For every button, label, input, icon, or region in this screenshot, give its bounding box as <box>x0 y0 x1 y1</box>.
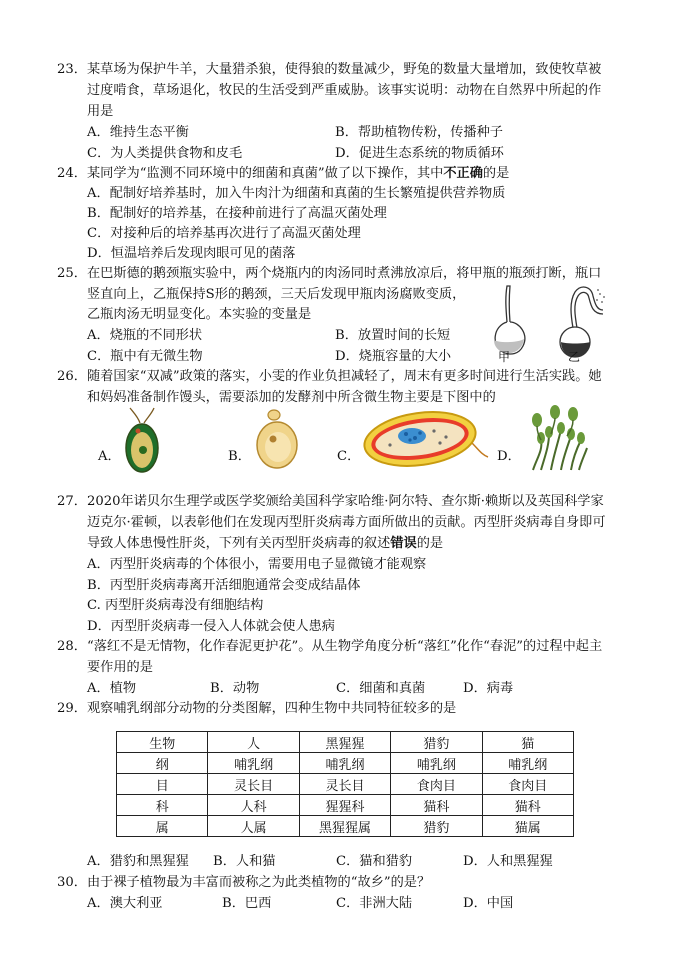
q25-option-c: C．瓶中有无微生物 <box>87 349 203 364</box>
q28-option-b: B．动物 <box>210 681 260 696</box>
q26-option-d: D． <box>497 449 521 464</box>
q23-option-c: C．为人类提供食物和皮毛 <box>87 146 243 161</box>
q28-option-d: D．病毒 <box>463 681 514 696</box>
q30-option-a: A．澳大利亚 <box>87 896 163 911</box>
q29-option-d: D．人和黑猩猩 <box>463 854 553 869</box>
mold-fungus-icon <box>527 400 589 472</box>
q24-option-a: A．配制好培养基时，加入牛肉汁为细菌和真菌的生长繁殖提供营养物质 <box>87 186 506 201</box>
q28-option-a: A．植物 <box>87 681 137 696</box>
q27-stem-post: 的是 <box>416 536 444 551</box>
q25-option-d: D．烧瓶容量的大小 <box>335 349 452 364</box>
table-cell: 属 <box>117 816 208 837</box>
table-cell: 哺乳纲 <box>299 753 390 774</box>
table-row <box>117 753 574 774</box>
table-cell: 猩猩科 <box>299 795 390 816</box>
q24-option-c: C．对接种后的培养基再次进行了高温灭菌处理 <box>87 226 361 241</box>
q27-option-d: D．丙型肝炎病毒一侵入人体就会使人患病 <box>87 619 335 634</box>
table-cell: 哺乳纲 <box>208 753 299 774</box>
q27-stem-pre: 导致人体患慢性肝炎，下列有关丙型肝炎病毒的叙述 <box>87 536 391 551</box>
table-cell: 纲 <box>117 753 208 774</box>
q23-stem-line1: 23．某草场为保护牛羊，大量猎杀狼，使得狼的数量减少，野兔的数量大量增加，致使牧草被 <box>57 62 602 77</box>
q25-option-b: B．放置时间的长短 <box>335 328 451 343</box>
table-row <box>117 816 574 837</box>
q27-option-a: A．丙型肝炎病毒的个体很小，需要用电子显微镜才能观察 <box>87 557 427 572</box>
table-cell: 猫 <box>482 732 573 753</box>
q28-option-c: C．细菌和真菌 <box>336 681 426 696</box>
table-cell: 猎豹 <box>391 732 482 753</box>
table-cell: 目 <box>117 774 208 795</box>
q28-stem-line2: 要作用的是 <box>87 660 153 675</box>
classification-table <box>116 731 574 837</box>
q24-stem-pre: 24．某同学为“监测不同环境中的细菌和真菌”做了以下操作，其中 <box>57 166 444 181</box>
q30-option-b: B．巴西 <box>222 896 272 911</box>
table-cell: 黑猩猩 <box>299 732 390 753</box>
q26-stem-line2: 和妈妈准备制作馒头，需要添加的发酵剂中所含微生物主要是下图中的 <box>87 390 496 405</box>
q23-option-b: B．帮助植物传粉，传播种子 <box>335 125 503 140</box>
table-cell: 哺乳纲 <box>391 753 482 774</box>
q26-option-b: B． <box>228 449 251 464</box>
table-cell: 人属 <box>208 816 299 837</box>
q24-stem-line1 <box>57 164 509 184</box>
table-cell: 灵长目 <box>208 774 299 795</box>
q24-option-b: B．配制好的培养基，在接种前进行了高温灭菌处理 <box>87 206 387 221</box>
q29-option-a: A．猎豹和黑猩猩 <box>87 854 189 869</box>
table-cell: 生物 <box>117 732 208 753</box>
q27-option-b: B．丙型肝炎病毒离开活细胞通常会变成结晶体 <box>87 578 361 593</box>
table-cell: 黑猩猩属 <box>299 816 390 837</box>
flask-b-icon <box>560 287 605 357</box>
q30-stem-line1: 30．由于裸子植物最为丰富而被称之为此类植物的“故乡”的是？ <box>57 875 431 890</box>
table-cell: 人 <box>208 732 299 753</box>
q24-stem-emphasis: 不正确 <box>443 166 483 181</box>
table-header-row <box>117 732 574 753</box>
q27-stem-emphasis: 错误 <box>390 536 417 551</box>
q25-stem-line2: 竖直向上，乙瓶保持S形的鹅颈，三天后发现甲瓶肉汤腐败变质， <box>87 287 466 302</box>
table-cell: 猫属 <box>482 816 573 837</box>
euglena-icon <box>118 405 163 475</box>
q24-option-d: D．恒温培养后发现肉眼可见的菌落 <box>87 246 296 261</box>
table-cell: 食肉目 <box>482 774 573 795</box>
q30-option-c: C．非洲大陆 <box>336 896 413 911</box>
q25-option-a: A．烧瓶的不同形状 <box>87 328 203 343</box>
q23-option-d: D．促进生态系统的物质循环 <box>335 146 504 161</box>
flask-b-label: 乙 <box>568 350 581 364</box>
q28-stem-line1: 28．“落红不是无情物，化作春泥更护花”。从生物学角度分析“落红”化作“春泥”的过程中起主 <box>57 639 603 654</box>
q27-option-c: C. 丙型肝炎病毒没有细胞结构 <box>87 598 264 613</box>
table-cell: 哺乳纲 <box>482 753 573 774</box>
flask-a-label: 甲 <box>498 350 511 364</box>
q30-option-d: D．中国 <box>463 896 514 911</box>
q29-option-b: B．人和猫 <box>213 854 276 869</box>
q25-stem-line1: 25．在巴斯德的鹅颈瓶实验中，两个烧瓶内的肉汤同时煮沸放凉后，将甲瓶的瓶颈打断，瓶口 <box>57 266 602 281</box>
q23-stem-line2: 过度啃食，草场退化，牧民的生活受到严重威胁。该事实说明：动物在自然界中所起的作 <box>87 83 602 98</box>
table-cell: 食肉目 <box>391 774 482 795</box>
q26-option-c: C． <box>337 449 361 464</box>
table-row <box>117 795 574 816</box>
table-cell: 人科 <box>208 795 299 816</box>
yeast-cell-icon <box>252 405 302 470</box>
q27-stem-line2: 迈克尔·霍顿，以表彰他们在发现丙型肝炎病毒方面所做出的贡献。丙型肝炎病毒自身即可 <box>87 515 606 530</box>
q25-stem-line3: 乙瓶肉汤无明显变化。本实验的变量是 <box>87 307 312 322</box>
q27-stem-line1: 27．2020年诺贝尔生理学或医学奖颁给美国科学家哈维·阿尔特、查尔斯·赖斯以及英国科学家 <box>57 494 604 509</box>
table-cell: 猫科 <box>391 795 482 816</box>
table-cell: 科 <box>117 795 208 816</box>
table-cell: 灵长目 <box>299 774 390 795</box>
q26-stem-line1: 26．随着国家“双减”政策的落实，小雯的作业负担减轻了，周末有更多时间进行生活实践。她 <box>57 369 602 384</box>
table-row <box>117 774 574 795</box>
q29-option-c: C．猫和猎豹 <box>336 854 413 869</box>
q26-option-a: A． <box>98 449 121 464</box>
q27-stem-line3 <box>87 534 443 554</box>
bacterium-icon <box>360 403 490 473</box>
q29-stem-line1: 29．观察哺乳纲部分动物的分类图解，四种生物中共同特征较多的是 <box>57 701 457 716</box>
table-cell: 猫科 <box>482 795 573 816</box>
q23-stem-line3: 用是 <box>87 104 114 119</box>
flask-a-icon <box>494 286 525 354</box>
q24-stem-post: 的是 <box>482 166 510 181</box>
table-cell: 猎豹 <box>391 816 482 837</box>
q23-option-a: A．维持生态平衡 <box>87 125 189 140</box>
